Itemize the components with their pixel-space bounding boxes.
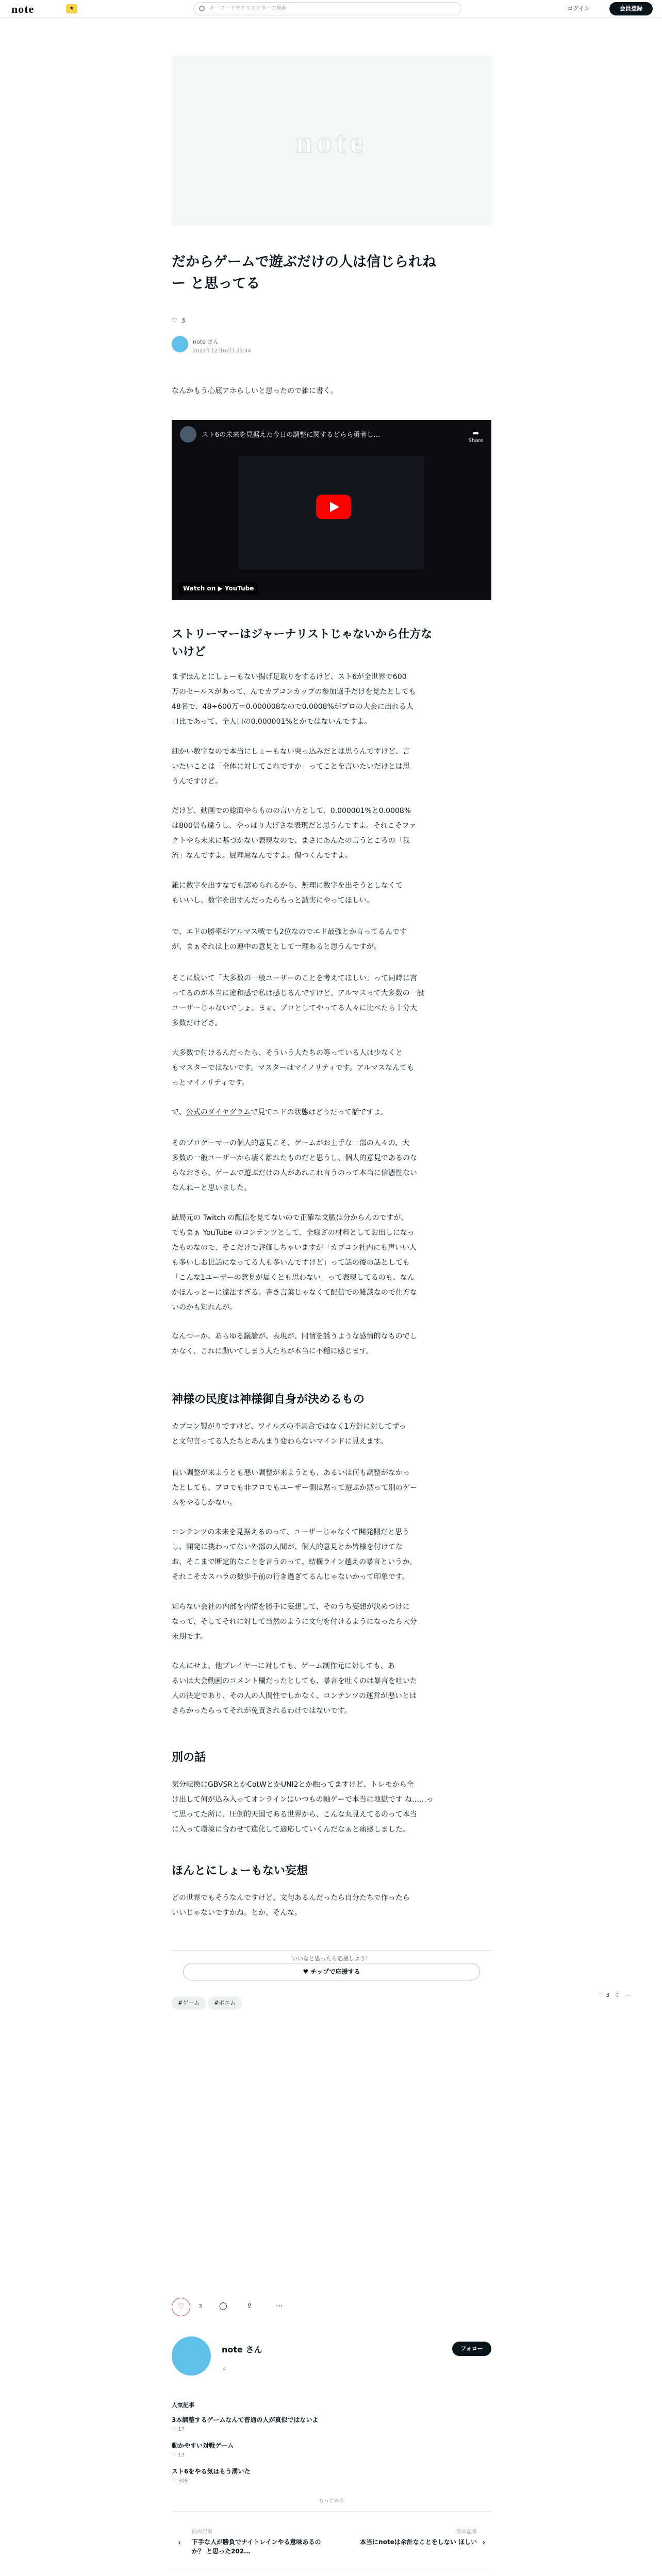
watch-on-youtube[interactable]: Watch on ▶ YouTube: [179, 583, 258, 594]
paragraph: コンテンツの未来を見据えるのって、ユーザーじゃなくて開発側だと思う し、開発に携わってない外部の人間が、個人的意見とか皆様を付けてな お、そこまで断定的なことを言うのって、結構ライン越えの暴言というか。 それこそカスハラの数歩手前の行き過ぎてるんじゃないかって印象です。: [172, 1528, 417, 1581]
paragraph: 雑に数字を出すなでも認められるから、無理に数字を出そうとしなくて もいいし、数字を出すんだったらもっと誠実にやってほしい。: [172, 882, 403, 905]
rss-icon[interactable]: ⚡: [222, 2366, 226, 2373]
chevron-right-icon[interactable]: ›: [482, 2537, 486, 2547]
popular-label: 人気記事: [172, 2402, 194, 2409]
signup-button[interactable]: 会員登録: [609, 2, 653, 15]
note-logo[interactable]: note: [11, 3, 35, 15]
badge-icon: ★: [66, 4, 77, 13]
paragraph: 良い調整が来ようとも悪い調整が来ようとも、あるいは何も調整がなかっ たとしても、プロでも非プロでもユーザー側は黙って遊ぶか黙って別のゲー ムをやるしかない。: [172, 1469, 417, 1507]
note-watermark-logo: note: [295, 126, 368, 159]
share-button[interactable]: ➦ Share: [466, 428, 486, 444]
next-article[interactable]: 本当にnoteは余計なことをしない ほしい: [360, 2538, 477, 2546]
paragraph: で、エドの勝率がアルマス戦でも2位なのでエド最強とか言ってるんです が、まぁそれは上の連中の意見として一理あると思うんですが。: [172, 928, 407, 951]
tip-button[interactable]: ♥ チップで応援する: [183, 1963, 480, 1980]
intro-text: なんかもう心底アホらしいと思ったので雑に書く。: [172, 387, 338, 395]
article-title-block: [172, 251, 491, 295]
paragraph: 気分転換にGBVSRとかCotWとかUNI2とか触ってますけど、トレモから全 け出して何が込み入ってオンラインはいつもの軸ゲーで本当に地獄です ね……っ て思ってた所に、圧倒的天国である世界から、こんな丸見えてるのって本当 に入って環境に合わせて進化して適応していくんだなぁと痛感しました。: [172, 1781, 434, 1834]
video-title[interactable]: スト6の未来を見据えた今日の調整に関するどらら勇者し…: [202, 431, 380, 439]
section-heading: 神様の民度は神様御自身が決めるもの: [172, 1393, 365, 1406]
paragraph: カプコン製がりですけど、ワイルズの不具合ではなく1方針に対してずっ と文句言ってる人たちとあんまり変わらないマインドに見えます。: [172, 1422, 406, 1446]
popular-article[interactable]: スト6をやる気はもう湧いた: [172, 2468, 251, 2475]
share-icon[interactable]: ⇪: [246, 2302, 253, 2310]
chevron-left-icon[interactable]: ‹: [178, 2537, 181, 2547]
popular-likes: ♡ 13: [172, 2452, 185, 2458]
paragraph: なんつーか、あらゆる議論が、表現が、同情を誘うような感情的なものでし かなく、これに動いてしまう人たちが本当に不穏に感じます。: [172, 1332, 417, 1355]
youtube-embed[interactable]: [172, 420, 491, 600]
section-heading: ほんとにしょーもない妄想: [172, 1865, 308, 1877]
paragraph: 細かい数字なので本当にしょーもない突っ込みだとは思うんですけど、言 いたいことは「全体に対してこれですか」ってことを言いたいだけとは思 うんですけど。: [172, 748, 410, 786]
next-label: 次の記事: [456, 2529, 477, 2535]
tag-chip[interactable]: #ゲーム: [172, 1996, 206, 2010]
prev-label: 前の記事: [192, 2529, 212, 2535]
floating-actions: ♡ 3 ⇪ ⋯: [599, 1992, 631, 1998]
support-prompt: いいなと思ったら応援しよう！: [292, 1955, 371, 1962]
like-button[interactable]: [172, 2298, 190, 2316]
tip-icon: ♥: [303, 1968, 309, 1975]
heart-icon: ♡: [177, 2302, 185, 2311]
publish-date: 2022年12月07日 21:44: [193, 348, 251, 354]
menu-icon[interactable]: ⋯: [276, 2302, 283, 2310]
share-icon[interactable]: ⇪: [615, 1992, 620, 1998]
heart-icon[interactable]: ♡: [599, 1992, 604, 1998]
author-avatar[interactable]: [172, 336, 188, 352]
creator-name[interactable]: note さん: [222, 2345, 262, 2354]
paragraph: そのプロゲーマーの個人的意見こそ、ゲームがお上手な一部の人々の、大 多数の一般ユーザーから凄く離れたものだと思うし、個人的意見であるのな らなおさら、ゲームで遊ぶだけの人があれこれ言うのって本当に信憑性ない なんねーと思いました。: [172, 1139, 417, 1192]
section-heading: 別の話: [172, 1751, 206, 1764]
creator-avatar[interactable]: [172, 2336, 211, 2376]
menu-icon[interactable]: ⋯: [625, 1992, 631, 1998]
paragraph: そこに続いて「大多数の一般ユーザーのことを考えてほしい」って同時に言 ってるのが本当に違和感で私は感じるんですけど。アルマスって大多数の一般 ユーザーじゃないでしょ。まぁ、プロとしてやってる人々に比べたら十分大 多数だけどさ。: [172, 974, 424, 1027]
paragraph: 結局元の Twitch の配信を見てないので正確な文脈は分からんのですが、 でもまぁ YouTube のコンテンツとして、全様ざの材料としてお出しになっ たものなので、そこだけで評価しちゃいますが「カプコン社内にも声いい人 も多いしお世話になってる人も多いんですけど」って話の後の話としても 「こんな1ユーザーの意見が届くとも思わない」って表現してるのも、なん かほんっとーに違法すぎる。書き言葉じゃなくて配信での雑談なので仕方な いのかも知れんが。: [172, 1214, 417, 1312]
popular-likes: ♡ 306: [172, 2478, 188, 2484]
paragraph: 知らない会社の内部を内情を勝手に妄想して、そのうち妄想が決めつけに なって、そしてそれに対して当然のように文句を付けるようになったら大分 末期です。: [172, 1603, 417, 1641]
login-button[interactable]: ログイン: [567, 5, 590, 12]
diagram-link[interactable]: 公式のダイヤグラム: [186, 1108, 251, 1116]
title-like[interactable]: ♡ 3: [172, 317, 186, 324]
comment-icon[interactable]: ◯: [219, 2302, 227, 2310]
paragraph: 大多数で付けるんだったら、そういう人たちの等っている人は少なくと もマスターではないです。マスターはマイノリティです。アルマスなんても っとマイノリティです。: [172, 1049, 415, 1087]
search-icon: [199, 6, 205, 11]
popular-likes: ♡ 17: [172, 2427, 185, 2432]
site-header: [0, 0, 662, 18]
article-title: だからゲームで遊ぶだけの人は信じられね ー と思ってる: [172, 254, 436, 292]
like-count: 3: [198, 2303, 202, 2310]
popular-article[interactable]: 3本調整するゲームなんて普通の人が真似ではないよ: [172, 2416, 319, 2424]
paragraph: まずほんとにしょーもない揚げ足取りをするけど、スト6が全世界で600 万のセールスがあって、んでカプコンカップの参加選手だけを見たとしても 48名で、48÷600万＝0.000008なので0.0008%がプロの大会に出れる人 口比であって、全人口の0.000001%とかではないんですよ。: [172, 673, 416, 726]
more-link[interactable]: もっとみる: [172, 2496, 491, 2512]
prev-article[interactable]: 下手な人が勝負でナイトレインやる意味あるのか？ と思った202…: [192, 2538, 321, 2555]
eyecatch-image: [172, 56, 491, 226]
paragraph: どの世界でもそうなんですけど、文句あるんだったら自分たちで作ったら いいじゃないですかね。とか、そんな。: [172, 1894, 410, 1917]
support-section: [172, 1950, 491, 1962]
search-input[interactable]: キーワードやクリエイターで検索: [193, 2, 461, 15]
paragraph: だけど、動画での総面やらものの言い方として、0.000001%と0.0008% は800倍も違うし、やっぱり大げさな表現だと思うんですよ。それこそファ クトやら未来に基づかない表現なので、まさにあんたの言うところの「我 流」なんですよ。屁理屈なんですよ。傷つくんですよ。: [172, 807, 417, 860]
heart-icon[interactable]: ♡: [172, 317, 177, 324]
paragraph: で、公式のダイヤグラムで見てエドの状態はどうだって話ですよ。: [172, 1108, 388, 1116]
tag-chip[interactable]: #ポエム: [208, 1996, 242, 2010]
channel-avatar[interactable]: [180, 426, 196, 443]
paragraph: なんにせよ、他プレイヤーに対しても、ゲーム制作元に対しても、あ るいは大会動画のコメント欄だったとしても、暴言を吐くのは暴言を吐いた 人の決定であり、その人の人間性でしかなく、コンテンツの運営が悪いとは さらかったらってそれが免責されるわけではないです。: [172, 1662, 417, 1715]
author-name[interactable]: note さん: [193, 338, 219, 345]
popular-article[interactable]: 動かやすい対戦ゲーム: [172, 2442, 234, 2449]
follow-button[interactable]: フォロー: [452, 2342, 491, 2356]
play-icon[interactable]: [316, 495, 351, 519]
section-heading: ストリーマーはジャーナリストじゃないから仕方な いけど: [172, 628, 433, 658]
share-icon: ➦: [472, 428, 479, 438]
